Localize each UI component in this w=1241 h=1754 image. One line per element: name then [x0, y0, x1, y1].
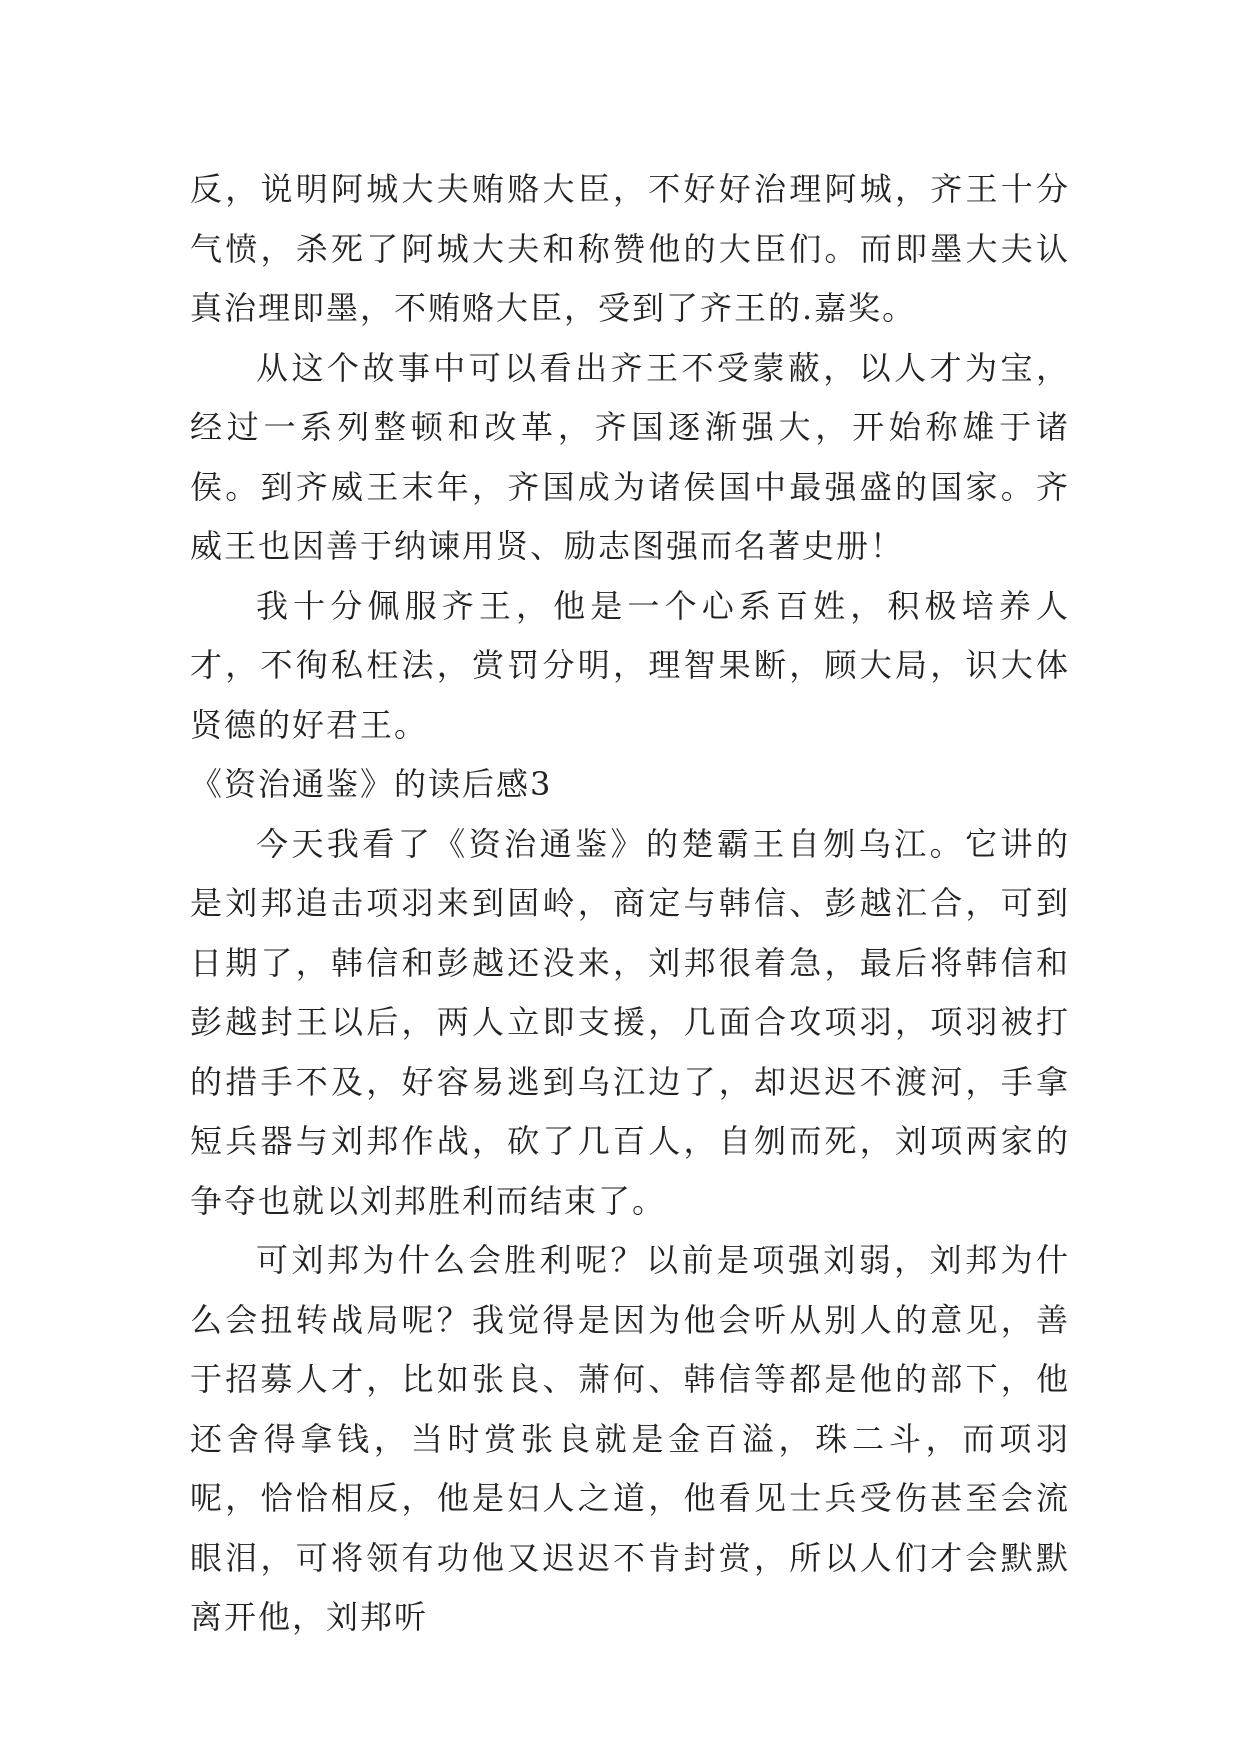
section-heading: 《资治通鉴》的读后感3 — [190, 765, 553, 803]
paragraph-3: 我十分佩服齐王，他是一个心系百姓，积极培养人才，不徇私枉法，赏罚分明，理智果断，顾大局，识大体贤德的好君王。 — [190, 586, 1070, 744]
document-body — [190, 160, 1070, 1648]
paragraph-4: 今天我看了《资治通鉴》的楚霸王自刎乌江。它讲的是刘邦追击项羽来到固岭，商定与韩信、彭越汇合，可到日期了，韩信和彭越还没来，刘邦很着急，最后将韩信和彭越封王以后，两人立即支援，几面合攻项羽，项羽被打的措手不及，好容易逃到乌江边了，却迟迟不渡河，手拿短兵器与刘邦作战，砍了几百人，自刎而死，刘项两家的争夺也就以刘邦胜利而结束了。 — [190, 824, 1070, 1220]
paragraph-2: 从这个故事中可以看出齐王不受蒙蔽，以人才为宝，经过一系列整顿和改革，齐国逐渐强大，开始称雄于诸侯。到齐威王末年，齐国成为诸侯国中最强盛的国家。齐威王也因善于纳谏用贤、励志图强而名著史册！ — [190, 348, 1070, 565]
paragraph-1: 反，说明阿城大夫贿赂大臣，不好好治理阿城，齐王十分气愤，杀死了阿城大夫和称赞他的大臣们。而即墨大夫认真治理即墨，不贿赂大臣，受到了齐王的.嘉奖。 — [190, 170, 1070, 327]
paragraph-5: 可刘邦为什么会胜利呢？以前是项强刘弱，刘邦为什么会扭转战局呢？我觉得是因为他会听从别人的意见，善于招募人才，比如张良、萧何、韩信等都是他的部下，他还舍得拿钱，当时赏张良就是金百溢，珠二斗，而项羽呢，恰恰相反，他是妇人之道，他看见士兵受伤甚至会流眼泪，可将领有功他又迟迟不肯封赏，所以人们才会默默离开他，刘邦听 — [190, 1241, 1070, 1636]
